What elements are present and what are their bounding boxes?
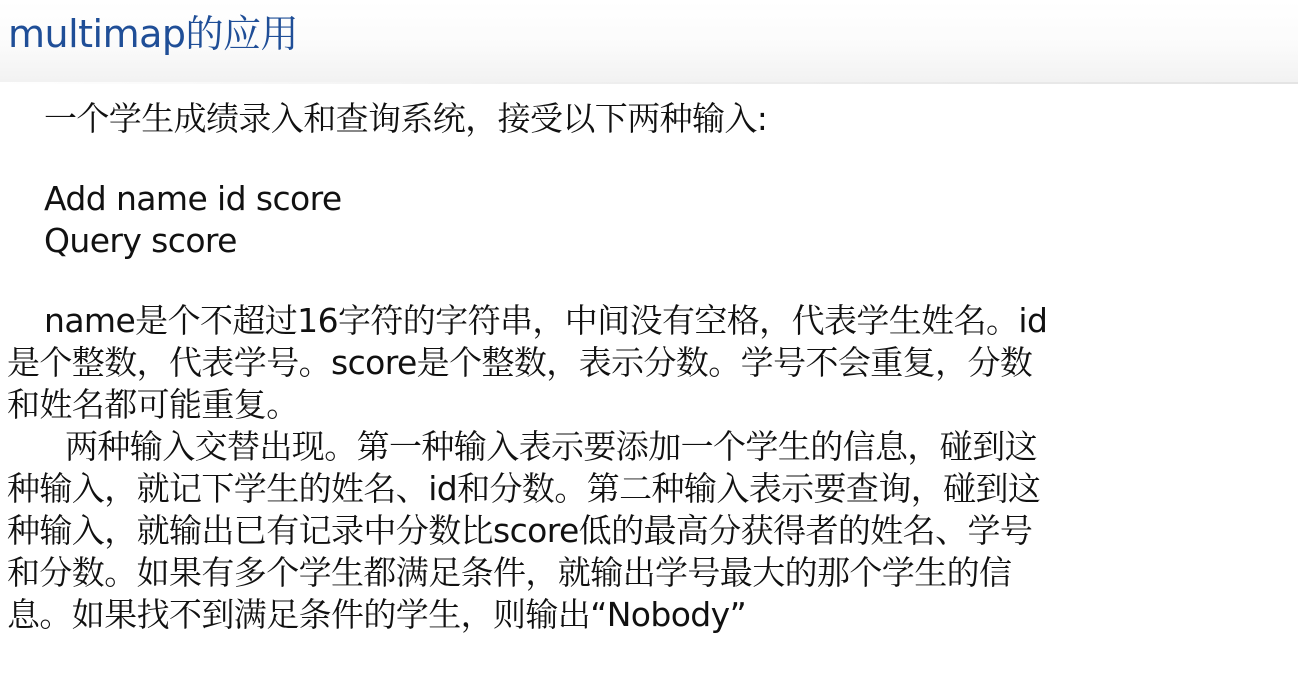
paragraph1-line: 和姓名都可能重复。: [7, 385, 299, 424]
title-divider: [0, 82, 1298, 84]
command-query: Query score: [44, 221, 237, 260]
paragraph2-line: 和分数。如果有多个学生都满足条件，就输出学号最大的那个学生的信: [7, 553, 1012, 592]
paragraph2-line: 两种输入交替出现。第一种输入表示要添加一个学生的信息，碰到这: [65, 427, 1038, 466]
intro-line: 一个学生成绩录入和查询系统，接受以下两种输入:: [44, 99, 768, 138]
paragraph2-line: 息。如果找不到满足条件的学生，则输出“Nobody”: [7, 595, 747, 634]
paragraph1-line: name是个不超过16字符的字符串，中间没有空格，代表学生姓名。id: [44, 301, 1048, 340]
paragraph1-line: 是个整数，代表学号。score是个整数，表示分数。学号不会重复，分数: [7, 343, 1033, 382]
slide-title: multimap的应用: [8, 12, 299, 56]
paragraph2-line: 种输入，就记下学生的姓名、id和分数。第二种输入表示要查询，碰到这: [7, 469, 1041, 508]
slide-body: [7, 98, 1187, 636]
spacer: [7, 140, 1187, 178]
command-add: Add name id score: [44, 179, 342, 218]
paragraph2-line: 种输入，就输出已有记录中分数比score低的最高分获得者的姓名、学号: [7, 511, 1033, 550]
spacer: [7, 262, 1187, 300]
